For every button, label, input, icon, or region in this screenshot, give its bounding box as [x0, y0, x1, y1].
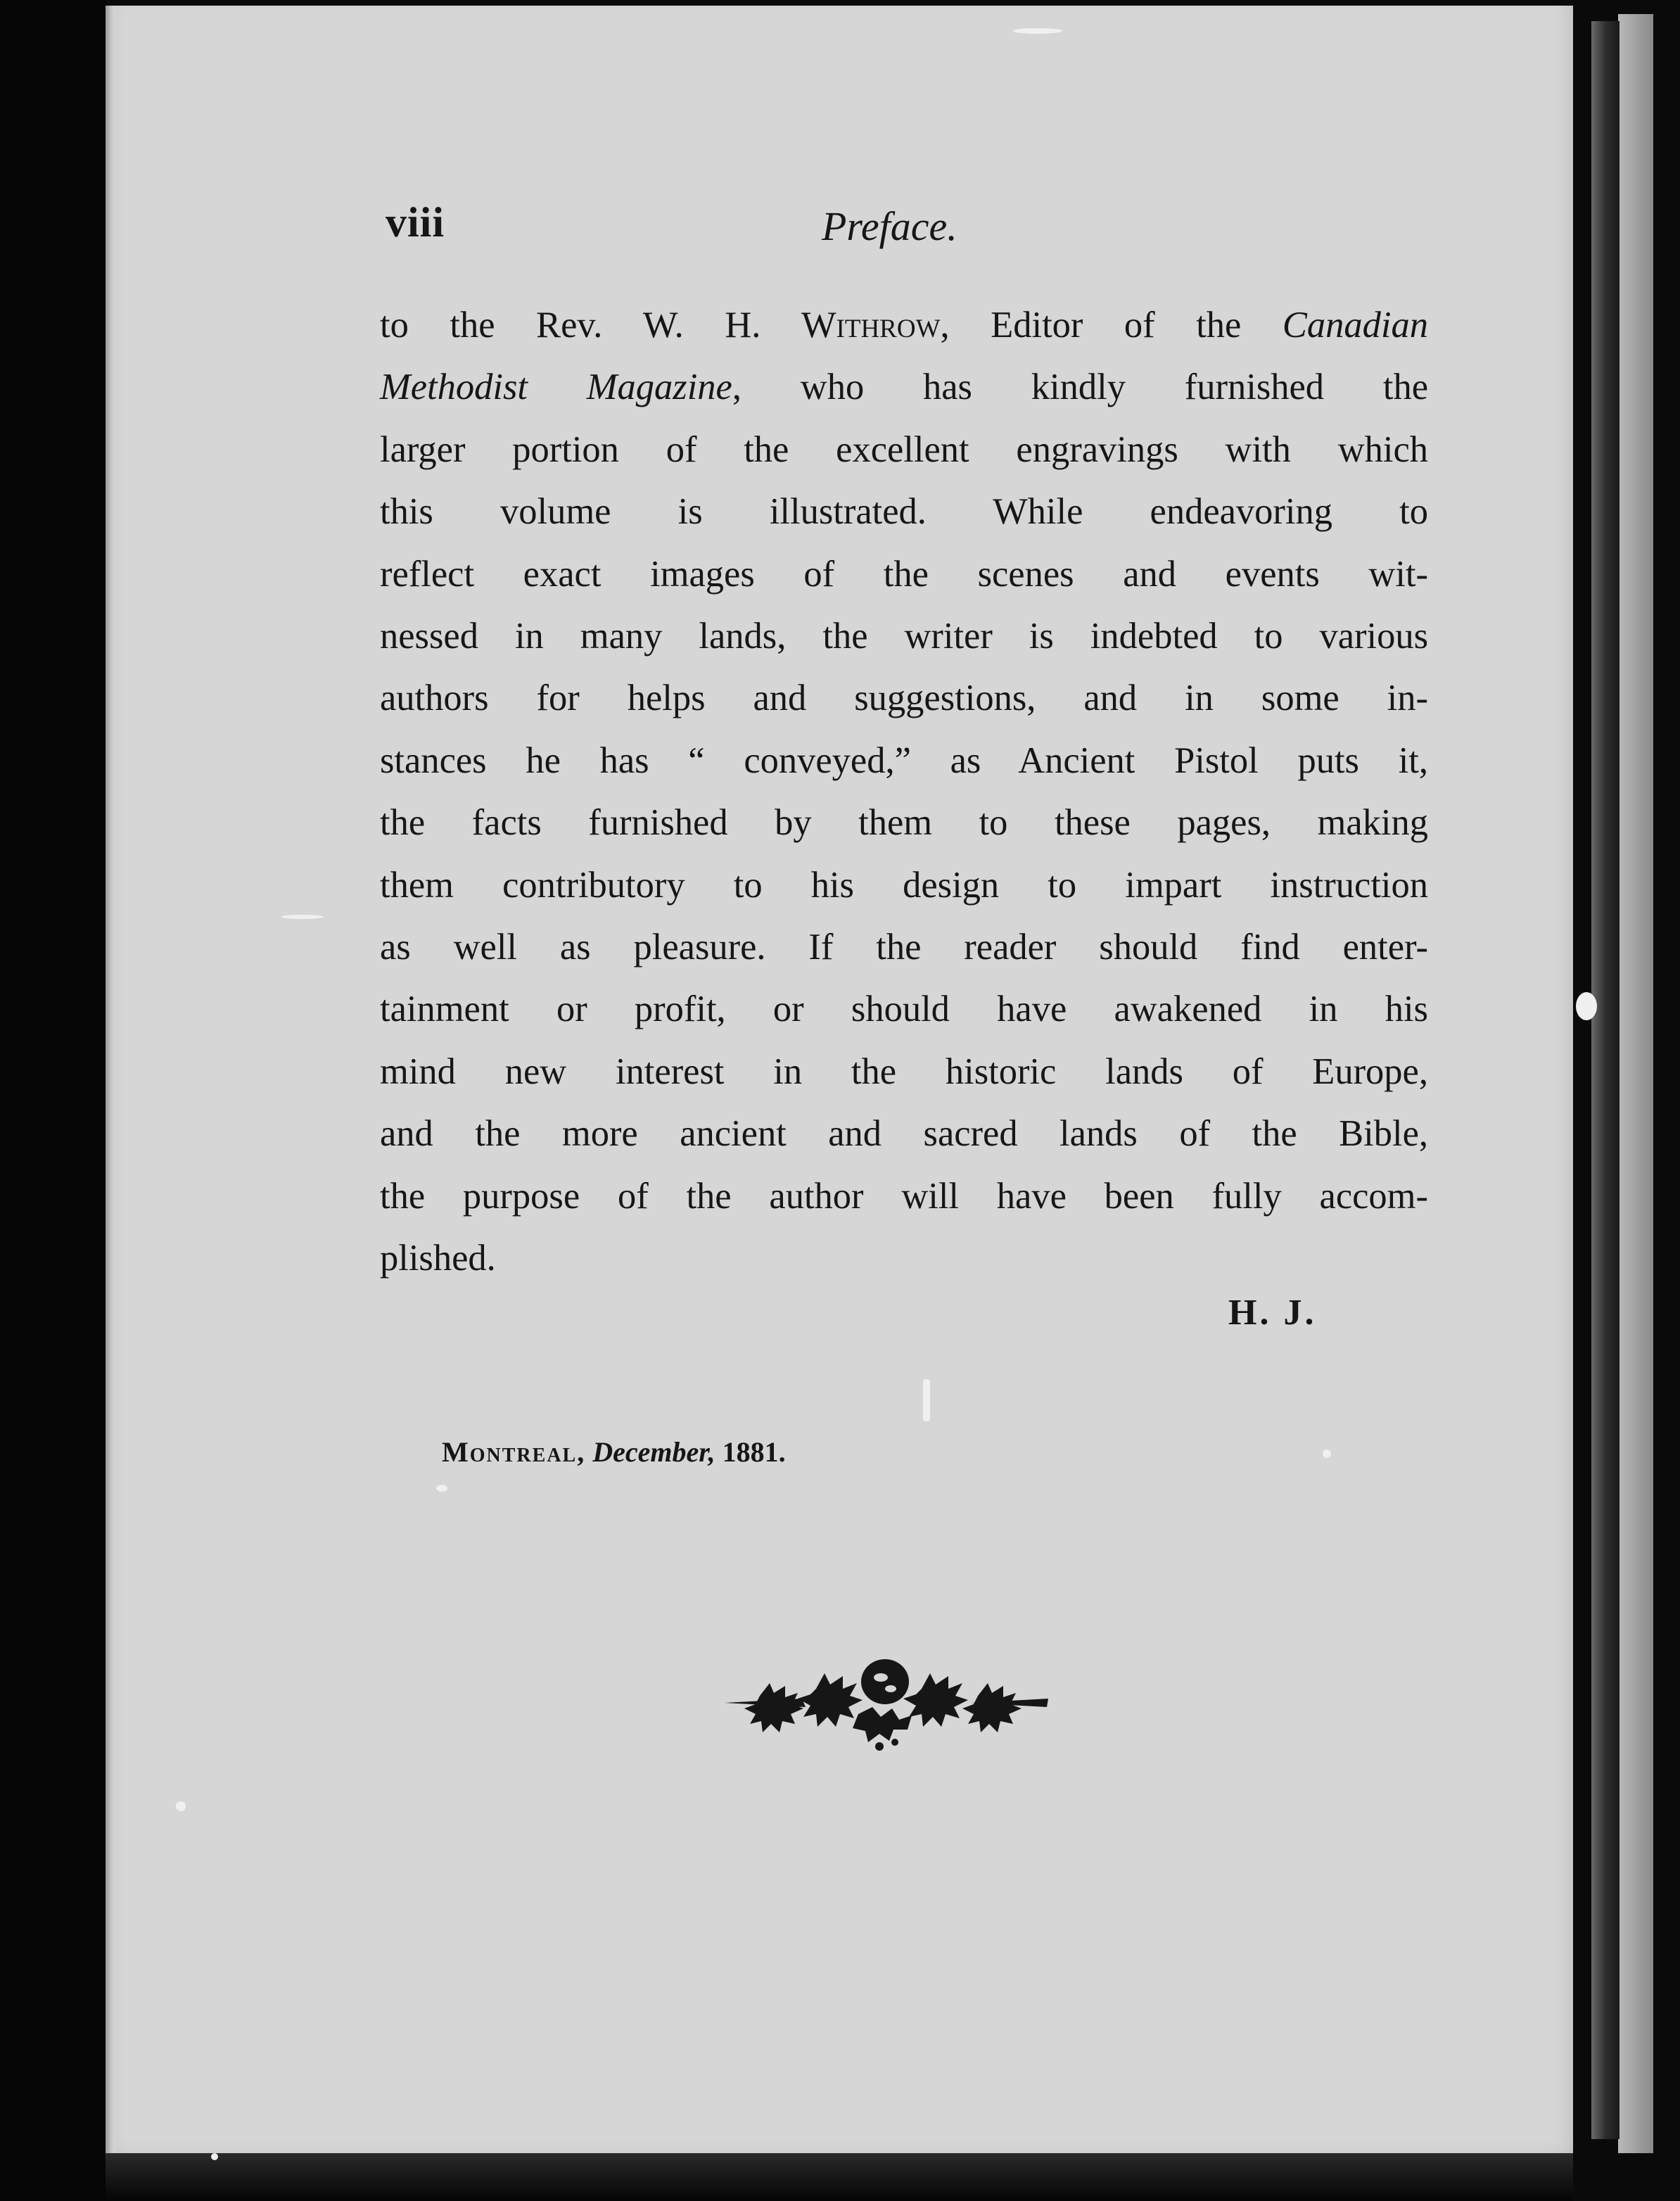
text-line: Methodist Magazine, who has kindly furnished the	[380, 367, 1428, 408]
scan-speck	[1013, 28, 1062, 34]
page-edge	[106, 6, 115, 2174]
dateline-year: 1881.	[722, 1436, 786, 1468]
text-line: and the more ancient and sacred lands of the Bible,	[380, 1113, 1428, 1155]
binding-edge-light	[1618, 14, 1653, 2153]
text-line: reflect exact images of the scenes and events wit-	[380, 553, 1428, 595]
text-line: authors for helps and suggestions, and in some in-	[380, 678, 1428, 719]
text-line: tainment or profit, or should have awakened in his	[380, 989, 1428, 1030]
dateline-month: December,	[592, 1436, 715, 1468]
text-line: to the Rev. W. H. Withrow, Editor of the Canadian	[380, 305, 1428, 345]
author-initials: H. J.	[1228, 1293, 1317, 1333]
text-line: the purpose of the author will have been fully accom-	[380, 1175, 1428, 1217]
running-title: Preface.	[822, 203, 957, 249]
text-line: mind new interest in the historic lands of Europe,	[380, 1051, 1428, 1092]
scan-speck	[923, 1379, 930, 1421]
page-number: viii	[386, 199, 445, 246]
dateline-place: Montreal,	[442, 1436, 586, 1468]
scan-speck	[1323, 1450, 1331, 1458]
dateline	[442, 1435, 786, 1469]
scan-border-bottom	[106, 2153, 1573, 2201]
text-line: as well as pleasure. If the reader should find enter-	[380, 927, 1428, 968]
scan-speck	[436, 1485, 447, 1492]
preface-body	[380, 294, 1428, 1290]
text-line: larger portion of the excellent engravings with which	[380, 429, 1428, 470]
scan-speck	[281, 915, 324, 919]
scan-speck	[1576, 992, 1597, 1020]
text-line: stances he has “ conveyed,” as Ancient Pistol puts it,	[380, 740, 1428, 781]
binding-spine-shadow	[1591, 21, 1619, 2139]
text-line: nessed in many lands, the writer is indebted to various	[380, 616, 1428, 657]
holly-ornament-icon	[718, 1647, 1055, 1759]
scan-speck	[176, 1801, 186, 1811]
text-line: them contributory to his design to impart instruction	[380, 864, 1428, 906]
scan-speck	[211, 2153, 218, 2160]
text-line: the facts furnished by them to these pages, making	[380, 802, 1428, 844]
text-line: plished.	[380, 1238, 496, 1279]
text-line: this volume is illustrated. While endeavoring to	[380, 491, 1428, 533]
scan-border-left	[0, 0, 106, 2201]
running-head	[386, 198, 1427, 262]
